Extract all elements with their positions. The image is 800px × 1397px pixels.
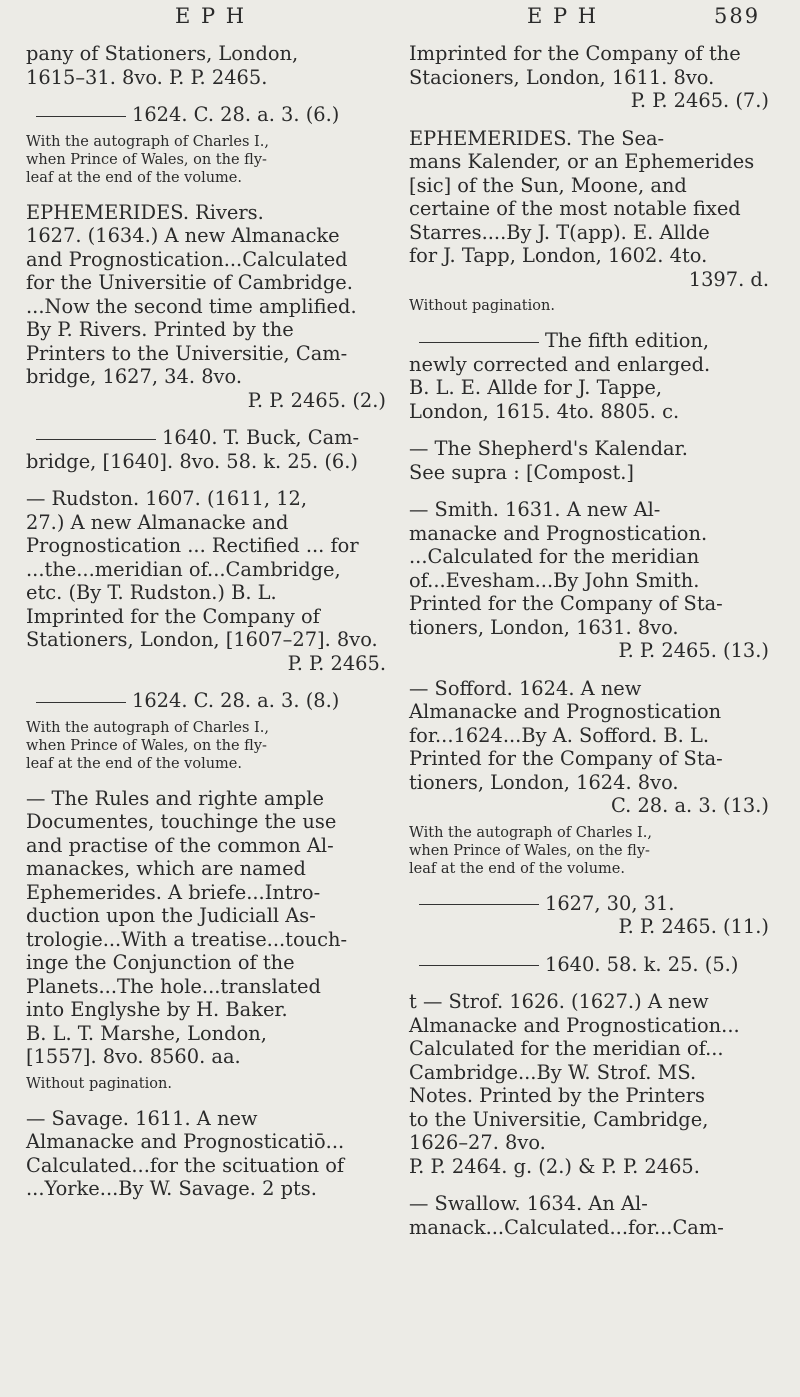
entry-note: Without pagination. — [26, 1075, 172, 1092]
catalog-entry: — Savage. 1611. A new Almanacke and Prognosticatiō... Calculated...for the scituation of ...Yorke...By W. Savage. 2 pts. — [26, 1106, 345, 1200]
header-center: E P H — [527, 4, 599, 28]
catalog-entry: 1624. C. 28. a. 3. (8.) With the autograph of Charles I., when Prince of Wales, on the fly- leaf at the end of the volume. — [26, 689, 386, 773]
right-column — [409, 42, 769, 1253]
catalog-entry: — The Shepherd's Kalendar. See supra : [Compost.] — [409, 437, 688, 484]
entry-line: 1615–31. 8vo. P. P. 2465. — [26, 65, 268, 89]
entry-line: pany of Stationers, London, — [26, 42, 299, 65]
catalog-entry: Imprinted for the Company of the Stacioners, London, 1611. 8vo. P. P. 2465. (7.) — [409, 42, 769, 112]
catalog-entry: 1627, 30, 31. P. P. 2465. (11.) — [409, 892, 769, 939]
catalog-entry — [26, 42, 386, 89]
running-header — [0, 4, 800, 36]
header-left: E P H — [175, 4, 247, 28]
catalog-entry: t — Strof. 1626. (1627.) A new Almanacke and Prognostication... Calculated for the meridian of... Cambridge...By W. Strof. MS. Notes. Printed by the Printers to the Universitie, Cambridge, 1626–27. 8vo. P. P. 2464. g. (2.) & P. P. 2465. — [409, 990, 740, 1178]
entry-note: Without pagination. — [409, 298, 555, 314]
catalog-entry: — Swallow. 1634. An Al- manack...Calculated...for...Cam- — [409, 1192, 724, 1239]
catalog-entry: — The Rules and righte ample Documentes, touchinge the use and practise of the common Al- manackes, which are named Ephemerides. A briefe...Intro- duction upon the Judiciall As- trologie...With a treatise...touch- inge the Conjunction of the Planets...The hole...translated into Englyshe by H. Baker. B. L. T. Marshe, London, [1557]. 8vo. 8560. aa. Without pagination. — [26, 787, 386, 1093]
catalog-entry: EPHEMERIDES. Rivers. 1627. (1634.) A new Almanacke and Prognostication...Calculated for the Universitie of Cambridge. ...Now the second time amplified. By P. Rivers. Printed by the Printers to the Universitie, Cam- bridge, 1627, 34. 8vo. P. P. 2465. (2.) — [26, 200, 386, 412]
entry-note: With the autograph of Charles I., when Prince of Wales, on the fly- leaf at the end of the volume. — [26, 719, 269, 772]
catalog-entry: The fifth edition, newly corrected and enlarged. B. L. E. Allde for J. Tappe, London, 1615. 4to. 8805. c. — [409, 329, 711, 423]
catalog-entry: EPHEMERIDES. The Sea- mans Kalender, or an Ephemerides [sic] of the Sun, Moone, and certaine of the most notable fixed Starres....By J. T(app). E. Allde for J. Tapp, London, 1602. 4to. 1397. d. Without pagination. — [409, 126, 769, 314]
catalog-entry: — Smith. 1631. A new Al- manacke and Prognostication. ...Calculated for the meridian of...Evesham...By John Smith. Printed for the Company of Sta- tioners, London, 1631. 8vo. P. P. 2465. (13.) — [409, 498, 769, 662]
entry-line: EPHEMERIDES. Rivers. — [26, 200, 264, 224]
catalog-entry: — Rudston. 1607. (1611, 12, 27.) A new Almanacke and Prognostication ... Rectified ... for ...the...meridian of...Cambridge, etc. (By T. Rudston.) B. L. Imprinted for the Company of Stationers, London, [1607–27]. 8vo. P. P. 2465. — [26, 487, 386, 675]
catalog-entry: 1640. T. Buck, Cam- bridge, [1640]. 8vo. 58. k. 25. (6.) — [26, 426, 360, 473]
entry-note: With the autograph of Charles I., when Prince of Wales, on the fly- leaf at the end of the volume. — [26, 133, 269, 186]
catalog-entry — [26, 103, 386, 187]
catalog-entry: — Sofford. 1624. A new Almanacke and Prognostication for...1624...By A. Sofford. B. L. Printed for the Company of Sta- tioners, London, 1624. 8vo. C. 28. a. 3. (13.) With the autograph of Charles I., when Prince of Wales, on the fly- leaf at the end of the volume. — [409, 676, 769, 877]
left-column — [26, 42, 386, 1215]
catalog-entry: 1640. 58. k. 25. (5.) — [409, 953, 769, 977]
entry-line: 1624. C. 28. a. 3. (6.) — [132, 103, 340, 126]
entry-note: With the autograph of Charles I., when Prince of Wales, on the fly- leaf at the end of the volume. — [409, 824, 652, 877]
page-number: 589 — [714, 4, 761, 28]
